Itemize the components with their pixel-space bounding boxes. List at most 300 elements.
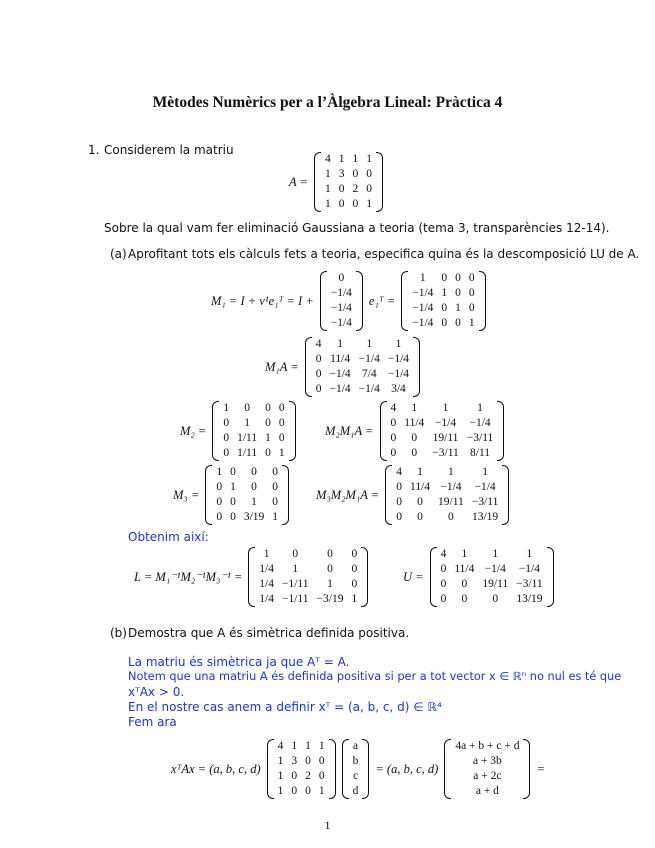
matrix-entry: 1 [305, 740, 311, 752]
matrix-entry: 1/11 [237, 432, 258, 444]
matrix-entry: 0 [396, 481, 402, 493]
matrix-entry: −1/4 [484, 563, 506, 575]
matrix-entry: 0 [278, 417, 285, 429]
matrix-entry: −1/4 [387, 368, 410, 380]
matrix-row [451, 784, 523, 799]
matrix-entry: 3 [338, 168, 345, 180]
matrix-entry: 2 [352, 183, 359, 195]
matrix-entry: 11/4 [410, 481, 431, 493]
matrix-entry: 1 [278, 447, 285, 459]
matrix-row [387, 431, 498, 446]
matrix-M1A [305, 337, 420, 397]
matrix-entry: 0 [251, 466, 257, 478]
matrix-row [349, 739, 363, 754]
left-paren [342, 739, 349, 799]
matrix-entry: 3/4 [391, 383, 406, 395]
matrix-row [437, 577, 547, 592]
matrix-entry: 0 [366, 183, 372, 195]
right-paren [479, 271, 486, 331]
matrix-entry: −1/4 [440, 481, 462, 493]
matrix-entry: −1/4 [330, 302, 352, 314]
matrix-entry: −3/11 [432, 447, 459, 459]
matrix-entry: 1 [291, 740, 298, 752]
matrix-entry: −1/4 [330, 287, 352, 299]
matrix-entry: 0 [223, 432, 230, 444]
matrix-entry: 1 [526, 548, 533, 560]
left-paren [320, 271, 327, 331]
matrix-entry: 0 [468, 302, 475, 314]
M2M1A-equation [325, 401, 504, 461]
matrix-entry: 0 [338, 183, 345, 195]
M1A-equation [265, 337, 420, 397]
right-paren [547, 547, 554, 607]
left-paren [385, 465, 392, 525]
U-equation [403, 547, 554, 607]
matrix-row [219, 416, 288, 431]
matrix-entry: 4 [277, 740, 284, 752]
matrix-entry: −1/4 [387, 353, 410, 365]
matrix-entry: 0 [251, 481, 257, 493]
matrix-M2 [212, 401, 295, 461]
matrix-row [312, 352, 413, 367]
matrix-entry: 0 [291, 785, 298, 797]
matrix-entry: 11/4 [454, 563, 475, 575]
vector-abcd [342, 739, 370, 799]
matrix-entry: 1 [352, 153, 359, 165]
matrix-entry: 1 [244, 417, 250, 429]
matrix-row [255, 547, 361, 562]
matrix-entry: 1 [461, 548, 468, 560]
matrix-entry: 0 [272, 496, 279, 508]
matrix-entry: 1 [366, 198, 372, 210]
matrix-entry: 0 [216, 511, 223, 523]
matrix-entry: 1 [216, 466, 223, 478]
matrix-row [392, 510, 502, 525]
matrix-body [392, 465, 502, 525]
matrix-entry: −1/4 [358, 383, 380, 395]
matrix-entry: 1 [395, 338, 402, 350]
M2-equation [180, 401, 296, 461]
matrix-entry: 3/19 [243, 511, 265, 523]
matrix-row [451, 739, 523, 754]
matrix-entry: 0 [396, 511, 402, 523]
matrix-entry: 1 [419, 272, 426, 284]
matrix-body [387, 401, 498, 461]
part-a-label: (a) [110, 247, 127, 261]
part-b-label: (b) [110, 626, 127, 640]
matrix-entry: d [352, 785, 359, 797]
matrix-entry: 0 [292, 548, 299, 560]
matrix-entry: 1 [448, 466, 454, 478]
e1T-label: e₁ᵀ = [368, 293, 396, 308]
right-paren [523, 739, 530, 799]
matrix-entry: 0 [223, 447, 230, 459]
matrix-A [314, 152, 383, 212]
right-paren [497, 401, 504, 461]
matrix-row [437, 562, 547, 577]
right-paren [361, 547, 368, 607]
matrix-entry: −3/11 [516, 578, 543, 590]
matrix-entry: 0 [291, 770, 298, 782]
matrix-entry: 0 [244, 402, 250, 414]
xAx-label: xᵀAx = (a, b, c, d) [171, 761, 261, 776]
matrix-entry: 1 [366, 153, 372, 165]
matrix-row [387, 401, 498, 416]
matrix-row [274, 754, 329, 769]
M3-equation [173, 465, 289, 525]
matrix-entry: a + d [475, 785, 499, 797]
matrix-row [274, 739, 329, 754]
matrix-entry: 1 [411, 402, 418, 414]
M1-prefix: M₁ = I + v¹e₁ᵀ = I + [211, 293, 314, 308]
matrix-entry: 0 [411, 447, 418, 459]
matrix-entry: 8/11 [470, 447, 491, 459]
matrix-entry: 0 [396, 496, 402, 508]
matrix-entry: −1/4 [518, 563, 540, 575]
matrix-entry: 1 [492, 548, 499, 560]
matrix-entry: 0 [390, 417, 397, 429]
matrix-entry: a + 2c [473, 770, 502, 782]
L-equation [134, 547, 368, 607]
matrix-entry: 0 [461, 578, 468, 590]
matrix-entry: 1 [417, 466, 423, 478]
matrix-entry: 0 [265, 417, 271, 429]
matrix-entry: 13/19 [471, 511, 499, 523]
right-paren [413, 337, 420, 397]
matrix-entry: 0 [338, 272, 345, 284]
matrix-row [212, 495, 282, 510]
matrix-entry: 0 [338, 198, 345, 210]
matrix-entry: 0 [417, 496, 423, 508]
matrix-entry: −3/19 [316, 593, 344, 605]
matrix-entry: 1 [272, 511, 279, 523]
matrix-entry: 0 [327, 548, 333, 560]
matrix-A-equation [289, 152, 383, 212]
left-paren [212, 401, 219, 461]
left-paren [205, 465, 212, 525]
matrix-entry: 1 [327, 578, 333, 590]
left-paren [380, 401, 387, 461]
matrix-entry: 1/11 [237, 447, 258, 459]
answer-line-4: En el nostre cas anem a definir xᵀ = (a, b, c, d) ∈ ℝ⁴ [128, 700, 442, 714]
matrix-body [274, 739, 329, 799]
matrix-entry: 1 [455, 302, 461, 314]
right-paren [329, 739, 336, 799]
matrix-entry: −1/4 [469, 417, 491, 429]
matrix-entry: −1/4 [412, 287, 434, 299]
M1A-label: M₁A = [265, 359, 299, 374]
matrix-entry: −1/11 [282, 593, 309, 605]
matrix-entry: 1 [263, 548, 270, 560]
matrix-entry: 19/11 [482, 578, 509, 590]
matrix-entry: 0 [272, 481, 279, 493]
matrix-row [392, 465, 502, 480]
matrix-entry: 0 [390, 432, 397, 444]
matrix-entry: 1 [482, 466, 488, 478]
matrix-row [387, 416, 498, 431]
matrix-entry: 1/4 [259, 563, 274, 575]
matrix-body [451, 739, 523, 799]
matrix-row [437, 592, 547, 607]
matrix-row [321, 167, 376, 182]
matrix-entry: 1/4 [259, 578, 274, 590]
matrix-entry: 0 [318, 770, 325, 782]
quadratic-form-equation [171, 739, 545, 799]
matrix-entry: 0 [411, 432, 418, 444]
matrix-entry: 0 [351, 548, 358, 560]
A-label: A = [289, 174, 308, 189]
matrix-row [349, 754, 363, 769]
matrix-entry: 1 [324, 183, 331, 195]
right-paren [376, 152, 383, 212]
matrix-entry: 0 [455, 272, 461, 284]
matrix-row [321, 182, 376, 197]
matrix-row [212, 465, 282, 480]
right-paren [282, 465, 289, 525]
M3M2M1A-equation [316, 465, 509, 525]
matrix-entry: 1 [441, 287, 448, 299]
matrix-body [349, 739, 363, 799]
matrix-entry: 0 [441, 302, 448, 314]
matrix-entry: 11/4 [404, 417, 425, 429]
matrix-entry: 0 [315, 368, 322, 380]
matrix-entry: 1 [442, 402, 449, 414]
matrix-entry: 19/11 [438, 496, 464, 508]
matrix-entry: 1 [468, 317, 475, 329]
matrix-entry: 0 [440, 593, 447, 605]
matrix-A-repeat [267, 739, 336, 799]
matrix-row [255, 592, 361, 607]
matrix-entry: 19/11 [432, 432, 459, 444]
right-paren [502, 465, 509, 525]
matrix-entry: 0 [455, 317, 461, 329]
matrix-entry: 0 [230, 466, 236, 478]
matrix-entry: 0 [230, 511, 236, 523]
matrix-entry: 0 [216, 496, 223, 508]
matrix-entry: 1 [477, 402, 483, 414]
matrix-row [212, 510, 282, 525]
matrix-entry: 1 [292, 563, 299, 575]
matrix-row [312, 337, 413, 352]
matrix-entry: 0 [448, 511, 454, 523]
right-paren [289, 401, 296, 461]
matrix-row [392, 495, 502, 510]
matrix-entry: 0 [352, 168, 359, 180]
matrix-entry: 0 [440, 578, 447, 590]
problem-intro: Considerem la matriu [104, 143, 234, 157]
matrix-body [212, 465, 282, 525]
right-paren [356, 271, 363, 331]
matrix-M2M1A [380, 401, 505, 461]
matrix-entry: −1/11 [282, 578, 309, 590]
matrix-body [219, 401, 288, 461]
matrix-entry: 4 [390, 402, 397, 414]
matrix-entry: a + 3b [472, 755, 502, 767]
matrix-entry: 0 [216, 481, 223, 493]
matrix-entry: 0 [315, 353, 322, 365]
matrix-entry: 1 [351, 593, 358, 605]
vector-v1 [320, 271, 363, 331]
left-paren [401, 271, 408, 331]
matrix-row [451, 769, 523, 784]
matrix-entry: 0 [305, 755, 311, 767]
matrix-entry: 1 [318, 785, 325, 797]
matrix-row [451, 754, 523, 769]
matrix-entry: 0 [278, 402, 285, 414]
answer-line-5: Fem ara [128, 715, 177, 729]
answer-line-3: xᵀAx > 0. [128, 685, 185, 699]
matrix-body [408, 271, 478, 331]
left-paren [314, 152, 321, 212]
matrix-entry: −3/11 [471, 496, 499, 508]
matrix-M3 [205, 465, 289, 525]
part-a-question: Aprofitant tots els càlculs fets a teoria, especifica quina és la descomposició LU de A. [128, 247, 640, 261]
matrix-entry: 0 [278, 432, 285, 444]
matrix-row [408, 271, 478, 286]
matrix-entry: 0 [315, 383, 322, 395]
matrix-row [255, 577, 361, 592]
matrix-entry: 0 [351, 578, 358, 590]
matrix-entry: 1 [223, 402, 230, 414]
matrix-entry: 1 [277, 755, 284, 767]
matrix-entry: 0 [318, 755, 325, 767]
matrix-entry: 0 [440, 563, 447, 575]
matrix-row [255, 562, 361, 577]
matrix-entry: −1/4 [330, 317, 352, 329]
matrix-entry: 4 [324, 153, 331, 165]
matrix-entry: 0 [461, 593, 468, 605]
matrix-entry: 0 [468, 287, 475, 299]
obtain-text: Obtenim així: [128, 530, 209, 544]
matrix-body [327, 271, 356, 331]
matrix-entry: 2 [305, 770, 311, 782]
matrix-entry: −1/4 [434, 417, 457, 429]
matrix-L [248, 547, 368, 607]
matrix-entry: b [352, 755, 359, 767]
matrix-entry: 0 [223, 417, 230, 429]
matrix-entry: 0 [441, 317, 448, 329]
matrix-row [321, 197, 376, 212]
left-paren [305, 337, 312, 397]
matrix-row [327, 316, 356, 331]
L-label: L = M₁⁻¹M₂⁻¹M₃⁻¹ = [134, 570, 243, 584]
vector-Ax [444, 739, 530, 799]
matrix-entry: −1/4 [329, 383, 351, 395]
matrix-M3M2M1A [385, 465, 509, 525]
matrix-row [327, 271, 356, 286]
matrix-row [274, 784, 329, 799]
matrix-entry: 1 [277, 770, 284, 782]
matrix-row [392, 480, 502, 495]
matrix-entry: 7/4 [361, 368, 377, 380]
matrix-body [255, 547, 361, 607]
matrix-row [219, 431, 288, 446]
matrix-entry: −1/4 [474, 481, 496, 493]
eq-mid: = (a, b, c, d) [375, 761, 439, 776]
matrix-entry: −1/4 [412, 302, 434, 314]
matrix-entry: 1 [324, 198, 331, 210]
matrix-row [312, 367, 413, 382]
left-paren [248, 547, 255, 607]
matrix-entry: 0 [327, 563, 333, 575]
matrix-entry: 1/4 [259, 593, 274, 605]
matrix-row [387, 446, 498, 461]
M2-label: M₂ = [180, 423, 207, 438]
M3-label: M₃ = [173, 487, 200, 502]
problem-number: 1. [88, 143, 100, 157]
matrix-row [327, 286, 356, 301]
matrix-entry: 1 [277, 785, 284, 797]
matrix-entry: 4 [396, 466, 402, 478]
matrix-row [312, 382, 413, 397]
matrix-entry: 0 [417, 511, 423, 523]
matrix-row [437, 547, 547, 562]
matrix-entry: 13/19 [516, 593, 543, 605]
matrix-entry: 0 [352, 198, 359, 210]
matrix-body [312, 337, 413, 397]
matrix-row [408, 286, 478, 301]
matrix-entry: 1 [324, 168, 331, 180]
matrix-entry: 1 [265, 432, 271, 444]
matrix-entry: −3/11 [466, 432, 494, 444]
matrix-entry: −1/4 [329, 368, 351, 380]
right-paren [362, 739, 369, 799]
matrix-entry: 1 [230, 481, 236, 493]
matrix-entry: 1 [251, 496, 257, 508]
matrix-entry: 0 [265, 402, 271, 414]
page-number: 1 [324, 818, 331, 832]
matrix-entry: 4 [440, 548, 447, 560]
left-paren [444, 739, 451, 799]
matrix-entry: 0 [390, 447, 397, 459]
matrix-entry: 4a + b + c + d [455, 740, 520, 752]
matrix-entry: a [352, 740, 359, 752]
matrix-entry: 0 [265, 447, 271, 459]
answer-line-2: Notem que una matriu A és definida positiva si per a tot vector x ∈ ℝⁿ no nul es té que [128, 670, 622, 683]
matrix-entry: 0 [441, 272, 448, 284]
matrix-U [430, 547, 554, 607]
matrix-entry: −1/4 [412, 317, 434, 329]
matrix-row [274, 769, 329, 784]
page-title: Mètodes Numèrics per a l’Àlgebra Lineal: Pràctica 4 [152, 94, 503, 111]
left-paren [267, 739, 274, 799]
matrix-row [349, 784, 363, 799]
left-paren [430, 547, 437, 607]
eq-end: = [536, 761, 545, 776]
matrix-entry: 0 [455, 287, 461, 299]
matrix-entry: 4 [315, 338, 322, 350]
matrix-entry: c [352, 770, 359, 782]
M2M1A-label: M₂M₁A = [325, 423, 374, 438]
matrix-entry: 3 [291, 755, 298, 767]
matrix-row [219, 401, 288, 416]
matrix-entry: 1 [318, 740, 325, 752]
U-label: U = [403, 569, 424, 584]
matrix-row [219, 446, 288, 461]
M3M2M1A-label: M₃M₂M₁A = [316, 487, 380, 502]
matrix-row [327, 301, 356, 316]
matrix-entry: 0 [230, 496, 236, 508]
matrix-body [437, 547, 547, 607]
part-b-question: Demostra que A és simètrica definida positiva. [128, 626, 410, 640]
matrix-entry: 1 [337, 338, 343, 350]
matrix-row [408, 316, 478, 331]
matrix-row [212, 480, 282, 495]
M1-equation [211, 271, 486, 331]
matrix-M1 [401, 271, 485, 331]
answer-line-1: La matriu és simètrica ja que Aᵀ = A. [128, 655, 350, 669]
matrix-entry: 0 [468, 272, 475, 284]
